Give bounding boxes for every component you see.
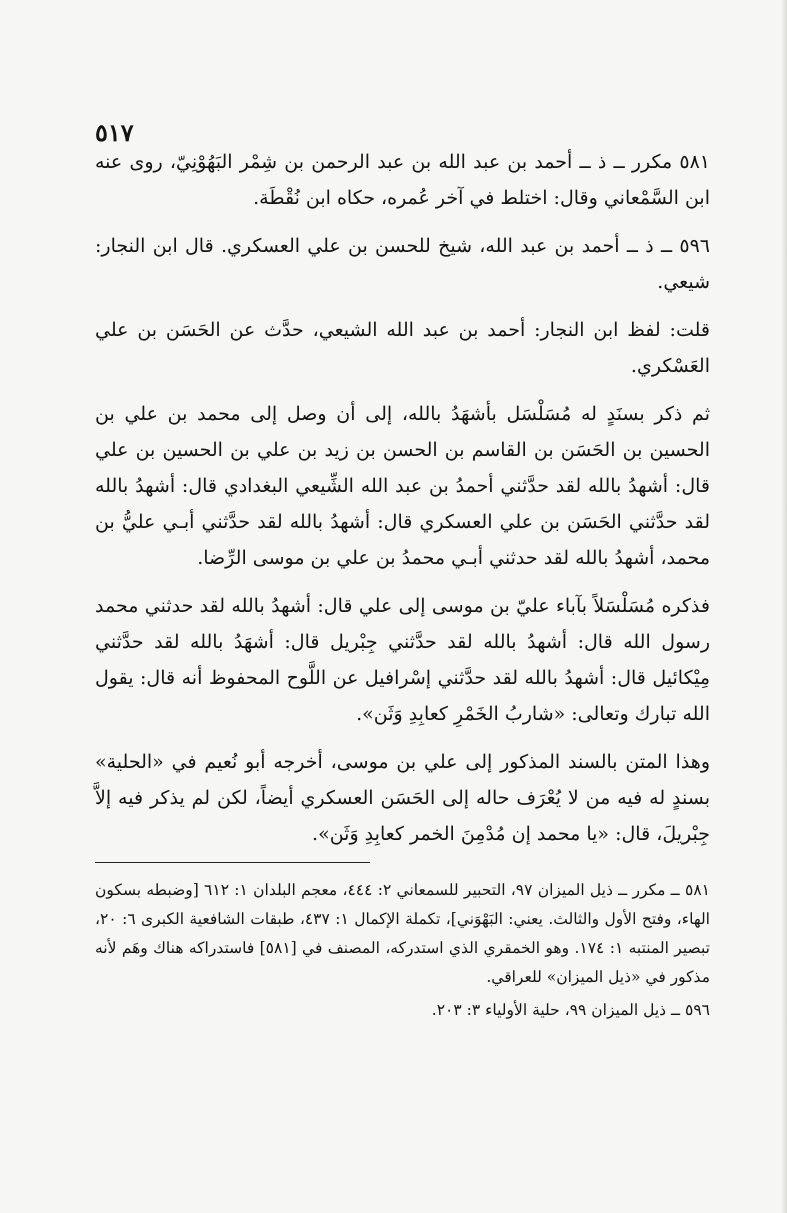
page-number: ٥١٧ [95, 118, 134, 147]
paragraph-chain: فذكره مُسَلْسَلاً بآباء عليّ بن موسى إلى علي قال: أشهدُ بالله لقد حدثني محمد رسول الله قال: أشهدُ بالله لقد حدَّثني جِبْريل قال: أشهَدُ بالله لقد حدَّثني مِيْكائيل قال: أشهدُ بالله لقد حدَّثني إسْرافيل عن اللَّوح المحفوظ أنه قال: يقول الله تبارك وتعالى: «شاربُ الخَمْرِ كعابِدِ وَثَن». [95, 595, 710, 725]
page-edge-shadow [781, 0, 787, 1213]
entry-581-repeat: ٥٨١ مكرر ــ ذ ــ أحمد بن عبد الله بن عبد الرحمن بن شِمْر البَهُوْنِيّ، روى عنه ابن السَّمْعاني وقال: اختلط في آخر عُمره، حكاه ابن نُقْطَة. [95, 151, 710, 209]
entry-596: ٥٩٦ ــ ذ ــ أحمد بن عبد الله، شيخ للحسن بن علي العسكري. قال ابن النجار: شيعي. [95, 235, 710, 293]
paragraph-takhrij: وهذا المتن بالسند المذكور إلى علي بن موسى، أخرجه أبو نُعيم في «الحلية» بسندٍ له فيه من لا يُعْرَف حاله إلى الحَسَن العسكري أيضاً، لكن لم يذكر فيه إلاَّ جِبْريلَ، قال: «يا محمد إن مُدْمِنَ الخمر كعابِدِ وَثَن». [95, 751, 710, 845]
main-text [95, 144, 710, 852]
footnote-581: ٥٨١ ــ مكرر ــ ذيل الميزان ٩٧، التحبير للسمعاني ٢: ٤٤٤، معجم البلدان ١: ٦١٢ [وضبطه بسكون الهاء، وفتح الأول والثالث. يعني: البَهْوَني]، تكملة الإكمال ١: ٤٣٧، طبقات الشافعية الكبرى ٦: ٢٠، تبصير المنتبه ١: ١٧٤. وهو الخمقري الذي استدركه، المصنف في [٥٨١] فاستدراكه هناك وهَم لأنه مذكور في «ذيل الميزان» للعراقي. [95, 881, 710, 986]
footnotes [95, 876, 710, 1025]
footnote-596: ٥٩٦ ــ ذيل الميزان ٩٩، حلية الأولياء ٣: ٢٠٣. [431, 1001, 710, 1019]
footnote-divider [95, 862, 370, 863]
paragraph-comment: قلت: لفظ ابن النجار: أحمد بن عبد الله الشيعي، حدَّث عن الحَسَن بن علي العَسْكري. [95, 319, 710, 377]
book-page [95, 108, 710, 1168]
paragraph-isnad: ثم ذكر بسنَدٍ له مُسَلْسَل بأشهَدُ بالله، إلى أن وصل إلى محمد بن علي بن الحسين بن الحَسَن بن القاسم بن الحسن بن زيد بن علي بن الحسين بن علي قال: أشهدُ بالله لقد حدَّثني أحمدُ بن عبد الله الشِّيعي البغدادي قال: أشهدُ بالله لقد حدَّثني الحَسَن بن علي العسكري قال: أشهدُ بالله لقد حدَّثني أبـي عليُّ بن محمد، أشهدُ بالله لقد حدثني أبـي محمدُ بن علي بن موسى الرِّضا. [95, 403, 710, 569]
